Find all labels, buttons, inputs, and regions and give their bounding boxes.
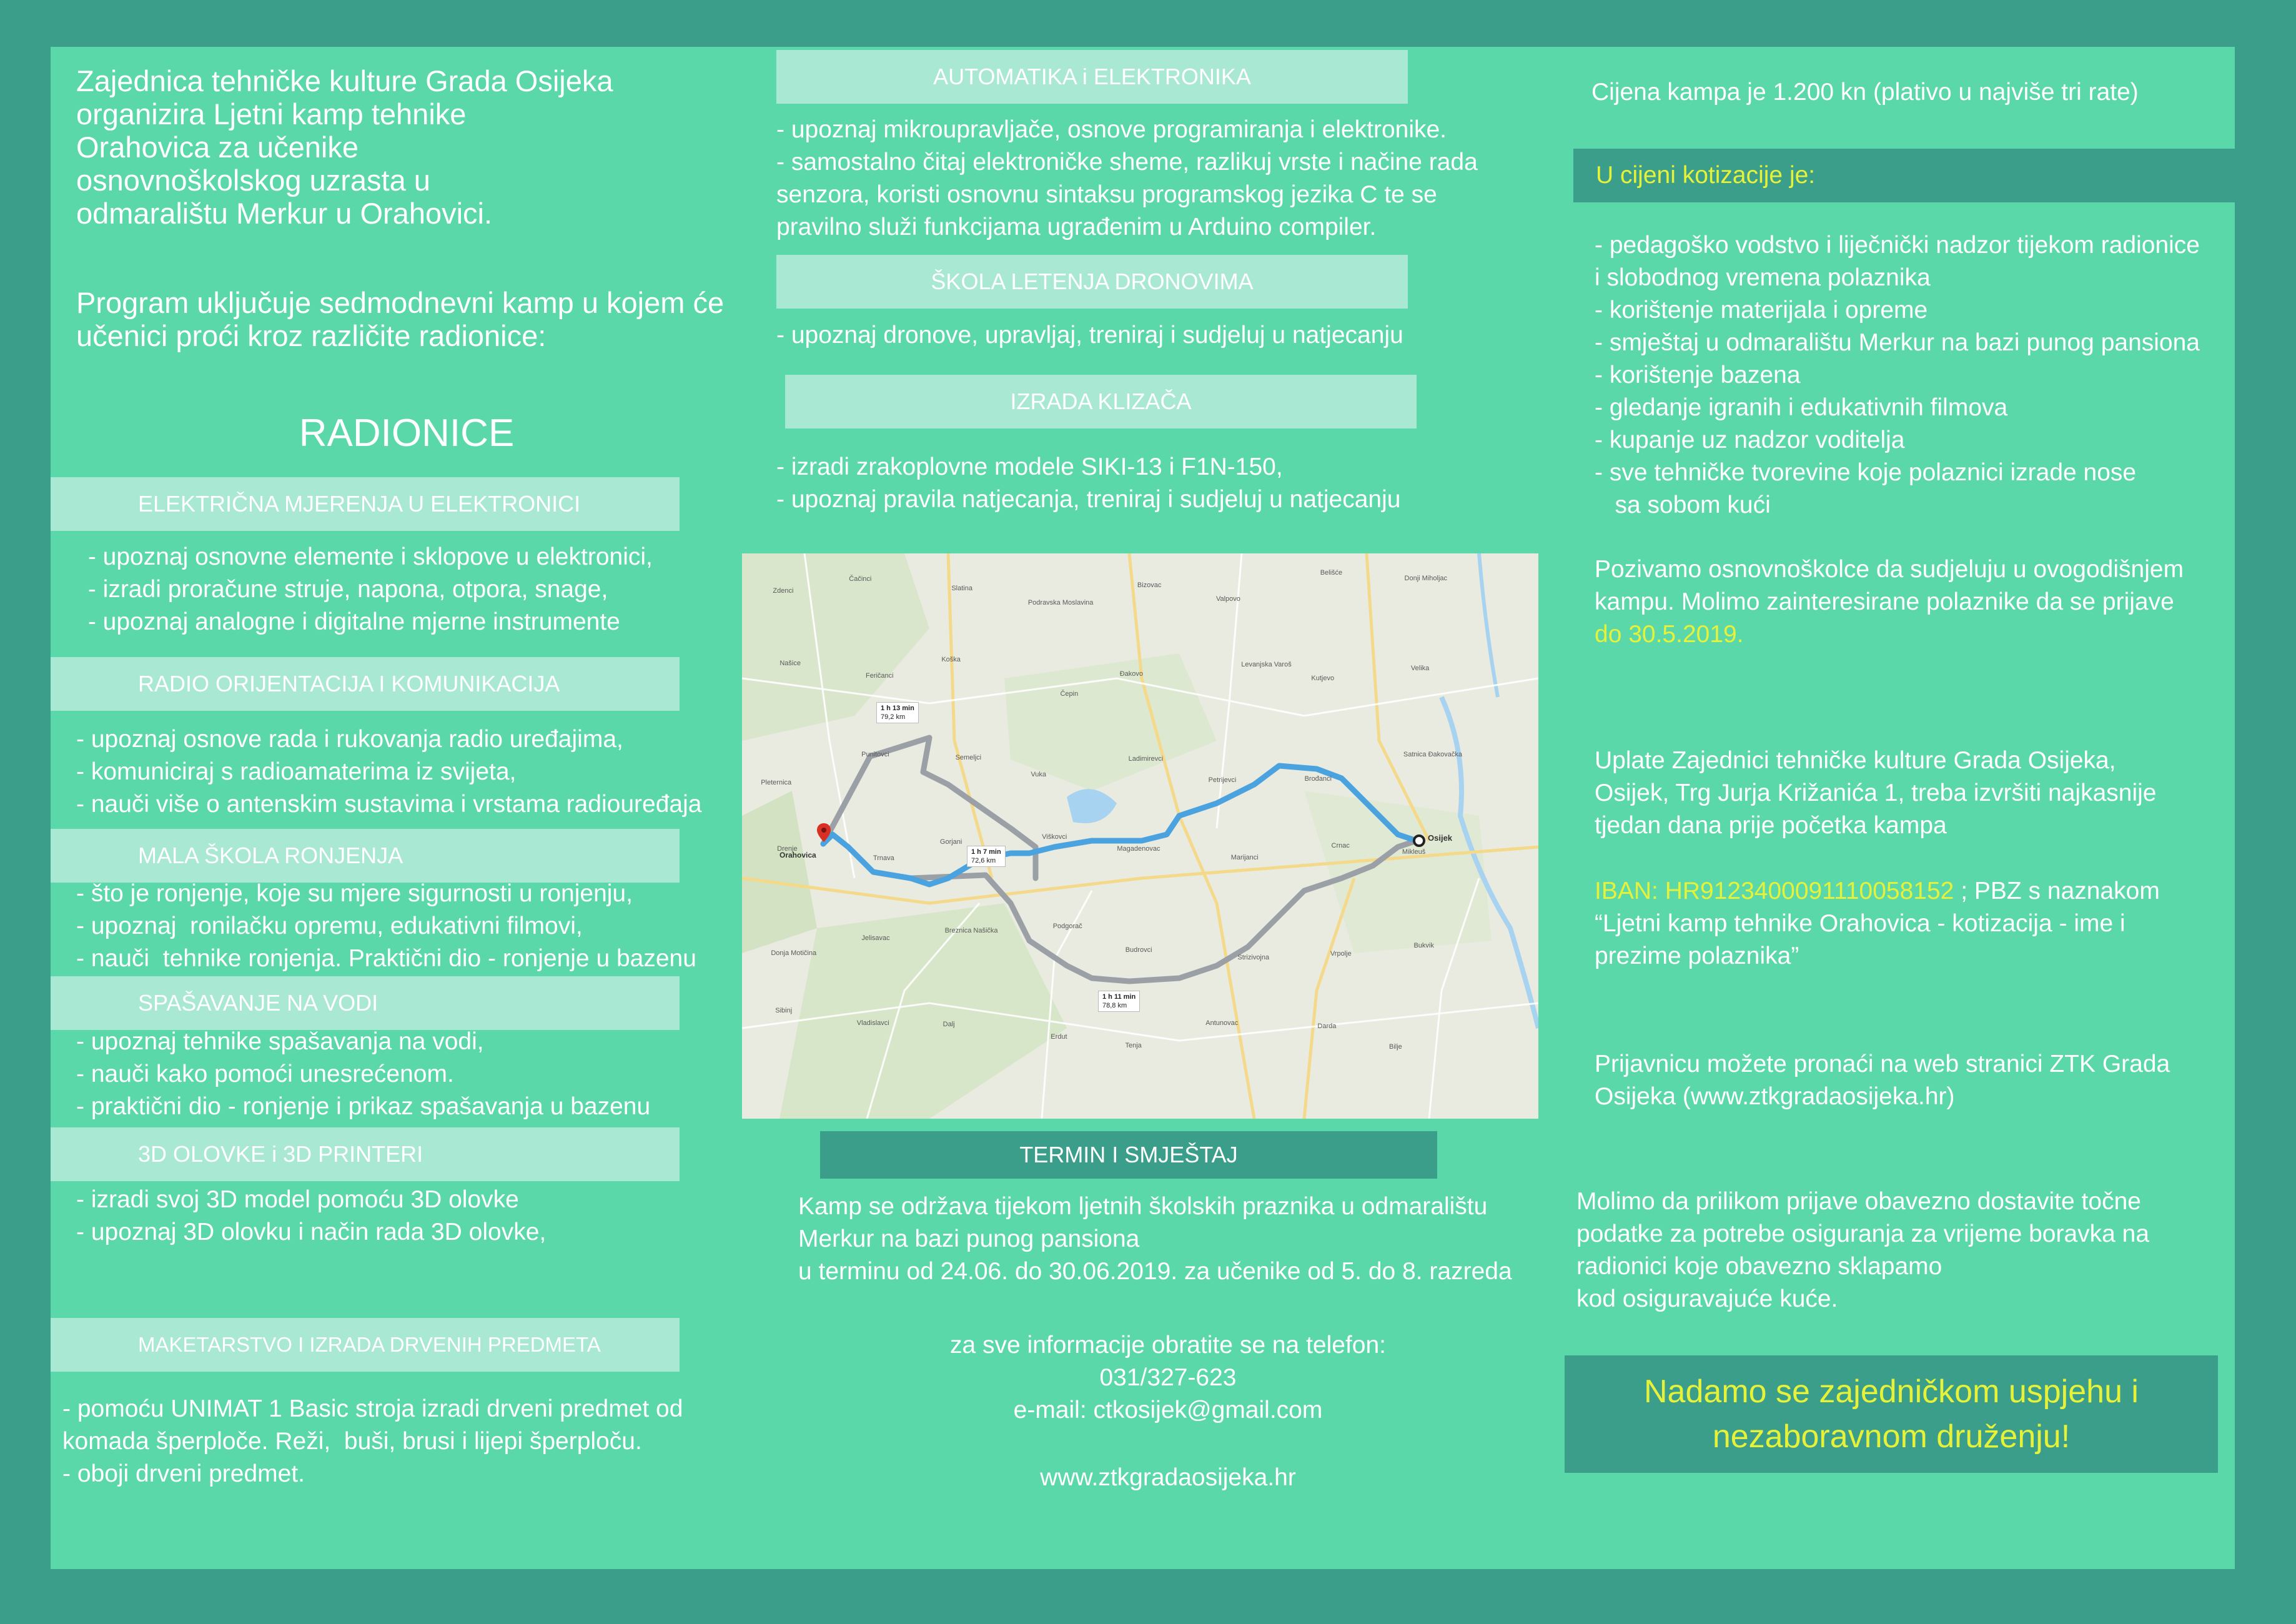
workshop-header-3: MALA ŠKOLA RONJENJA	[51, 829, 680, 883]
contact-block	[763, 1329, 1573, 1427]
list-item: - smještaj u odmaralištu Merkur na bazi punog pansiona	[1595, 329, 2200, 356]
route-distance: 72,6 km	[971, 857, 996, 864]
map-place-label: Bilje	[1388, 1042, 1402, 1051]
application-text	[1595, 1048, 2170, 1113]
list-item: - upoznaj osnovne elemente i sklopove u elektronici,	[81, 543, 653, 570]
list-item: - upoznaj tehnike spašavanja na vodi,	[76, 1028, 484, 1055]
map-place-label: Gorjani	[939, 838, 962, 846]
map-place-label: Dalj	[943, 1020, 955, 1028]
insurance-text	[1576, 1186, 2149, 1315]
route-time: 1 h 7 min	[971, 848, 1001, 856]
closing-line: Nadamo se zajedničkom uspjehu i	[1644, 1374, 2139, 1410]
route-time: 1 h 13 min	[881, 705, 914, 712]
website-link[interactable]: www.ztkgradaosijeka.hr	[1040, 1464, 1296, 1491]
map-place-label: Marijanci	[1230, 854, 1259, 862]
map-place-label: Donji Miholjac	[1404, 575, 1448, 583]
workshop-header-4: SPAŠAVANJE NA VODI	[51, 976, 680, 1030]
radionice-title: RADIONICE	[299, 412, 515, 455]
middle-header-2: ŠKOLA LETENJA DRONOVIMA	[776, 255, 1408, 309]
list-item: - izradi proračune struje, napona, otpora, snage,	[81, 576, 608, 603]
end-label: Osijek	[1428, 833, 1453, 843]
list-item: - nauči tehnike ronjenja. Praktični dio - ronjenje u bazenu	[76, 945, 696, 972]
middle-list-1	[776, 114, 1478, 244]
workshop-list-4	[76, 1026, 650, 1123]
intro-text	[76, 64, 751, 230]
closing-line: nezaboravnom druženju!	[1712, 1419, 2071, 1455]
middle-header-3: IZRADA KLIZAČA	[785, 375, 1417, 428]
termin-text	[798, 1191, 1512, 1288]
invite-line: Pozivamo osnovnoškolce da sudjeluju u ovogodišnjem	[1595, 556, 2184, 583]
map-place-label: Sibinj	[775, 1006, 793, 1014]
route-time: 1 h 11 min	[1102, 993, 1136, 1001]
payment-line: tjedan dana prije početka kampa	[1595, 812, 1947, 839]
workshop-header-5: 3D OLOVKE i 3D PRINTERI	[51, 1127, 680, 1181]
list-item: - komuniciraj s radioamaterima iz svijeta,	[76, 758, 517, 785]
price-text: Cijena kampa je 1.200 kn (plativo u najviše tri rate)	[1591, 79, 2139, 106]
cijena-list	[1595, 229, 2200, 522]
list-item: - upoznaj analogne i digitalne mjerne instrumente	[81, 608, 620, 635]
list-item: - upoznaj ronilačku opremu, edukativni filmovi,	[76, 913, 583, 939]
termin-line: Kamp se održava tijekom ljetnih školskih praznika u odmaralištu	[798, 1193, 1488, 1220]
map-place-label: Mikleuš	[1402, 848, 1426, 856]
workshop-list-2	[76, 723, 701, 821]
middle-header-1: AUTOMATIKA i ELEKTRONIKA	[776, 50, 1408, 104]
iban-suffix: ; PBZ s naznakom	[1954, 878, 2160, 904]
workshop-header-2: RADIO ORIJENTACIJA I KOMUNIKACIJA	[51, 657, 680, 711]
list-item: - pedagoško vodstvo i liječnički nadzor tijekom radionice	[1595, 232, 2200, 259]
middle-list-2	[776, 319, 1403, 352]
map-place-label: Strizivojna	[1237, 954, 1270, 962]
application-line: Osijeka (www.ztkgradaosijeka.hr)	[1595, 1083, 1955, 1110]
list-item: - upoznaj pravila natjecanja, treniraj i sudjeluj u natjecanju	[776, 486, 1401, 513]
map-place-label: Breznica Našička	[944, 926, 998, 934]
intro-line: Zajednica tehničke kulture Grada Osijeka	[76, 64, 613, 97]
list-item: - upoznaj dronove, upravljaj, treniraj i sudjeluj u natjecanju	[776, 322, 1403, 349]
map-place-label: Vrpolje	[1330, 949, 1352, 958]
payment-ref-line: “Ljetni kamp tehnike Orahovica - kotizacija - ime i	[1595, 910, 2125, 937]
map-place-label: Bizovac	[1137, 581, 1162, 589]
payment-text	[1595, 745, 2157, 842]
list-item: senzora, koristi osnovnu sintaksu programskog jezika C te se	[776, 181, 1437, 208]
list-item: - samostalno čitaj elektroničke sheme, razlikuj vrste i načine rada	[776, 149, 1478, 176]
workshop-header-6: MAKETARSTVO I IZRADA DRVENIH PREDMETA	[51, 1318, 680, 1372]
map-place-label: Drenje	[777, 844, 798, 853]
route-distance: 78,8 km	[1102, 1002, 1127, 1009]
email-address[interactable]: e-mail: ctkosijek@gmail.com	[1013, 1397, 1323, 1423]
invite-text	[1595, 553, 2184, 651]
list-item: - upoznaj 3D olovku i način rada 3D olovke,	[76, 1219, 547, 1245]
route-map[interactable]	[742, 553, 1538, 1119]
map-place-label: Budrovci	[1125, 946, 1152, 954]
payment-ref-line: prezime polaznika”	[1595, 943, 1799, 969]
map-place-label: Podgorač	[1052, 923, 1082, 931]
intro-line: odmaralištu Merkur u Orahovici.	[76, 197, 493, 230]
list-item: - gledanje igranih i edukativnih filmova	[1595, 394, 2008, 421]
list-item: - sve tehničke tvorevine koje polaznici izrade nose	[1595, 459, 2137, 486]
closing-banner	[1565, 1355, 2218, 1473]
termin-line: u terminu od 24.06. do 30.06.2019. za učenike od 5. do 8. razreda	[798, 1258, 1512, 1285]
route-distance: 79,2 km	[881, 713, 906, 721]
list-item: - što je ronjenje, koje su mjere sigurnosti u ronjenju,	[76, 880, 633, 907]
list-item: - praktični dio - ronjenje i prikaz spašavanja u bazenu	[76, 1093, 651, 1120]
map-place-label: Erdut	[1051, 1033, 1067, 1041]
payment-line: Osijek, Trg Jurja Križanića 1, treba izvršiti najkasnije	[1595, 780, 2157, 806]
list-item: - pomoću UNIMAT 1 Basic stroja izradi drveni predmet od	[62, 1395, 683, 1422]
map-place-label: Darda	[1317, 1022, 1337, 1030]
list-item: - oboji drveni predmet.	[62, 1460, 305, 1487]
map-place-label: Brođanci	[1304, 775, 1332, 783]
map-place-label: Ladimirevci	[1128, 755, 1164, 763]
map-place-label: Pleternica	[761, 778, 792, 786]
start-pin-icon[interactable]	[817, 823, 831, 842]
list-item: komada šperploče. Reži, buši, brusi i lijepi šperploču.	[62, 1428, 642, 1455]
cijena-header: U cijeni kotizacije je:	[1573, 149, 2235, 202]
map-place-label: Jelisavac	[861, 934, 890, 942]
map-place-label: Levanjska Varoš	[1241, 661, 1292, 669]
map-place-label: Viškovci	[1042, 833, 1067, 841]
end-point-icon[interactable]	[1413, 834, 1425, 847]
program-text	[76, 286, 763, 352]
map-place-label: Koška	[941, 655, 961, 663]
list-item: i slobodnog vremena polaznika	[1595, 264, 1931, 291]
insurance-line: podatke za potrebe osiguranja za vrijeme boravka na	[1576, 1220, 2150, 1247]
program-line: učenici proći kroz različite radionice:	[76, 319, 547, 352]
map-place-label: Semeljci	[955, 754, 982, 762]
intro-line: organizira Ljetni kamp tehnike	[76, 97, 467, 131]
list-item: - nauči više o antenskim sustavima i vrstama radiouređaja	[76, 791, 702, 818]
route-label-1[interactable]	[876, 702, 919, 723]
workshop-header-1: ELEKTRIČNA MJERENJA U ELEKTRONICI	[51, 477, 680, 531]
map-place-label: Crnac	[1331, 841, 1350, 849]
map-place-label: Vladislavci	[856, 1019, 889, 1027]
map-place-label: Satnica Đakovačka	[1403, 750, 1463, 758]
map-place-label: Podravska Moslavina	[1027, 598, 1094, 607]
map-place-label: Đakovo	[1119, 670, 1144, 678]
list-item: - korištenje bazena	[1595, 362, 1801, 389]
workshop-list-1	[81, 541, 653, 638]
program-line: Program uključuje sedmodnevni kamp u kojem će	[76, 286, 725, 319]
list-item: - izradi svoj 3D model pomoću 3D olovke	[76, 1186, 519, 1213]
payment-line: Uplate Zajednici tehničke kulture Grada Osijeka,	[1595, 747, 2116, 774]
application-line: Prijavnicu možete pronaći na web stranici ZTK Grada	[1595, 1051, 2170, 1077]
contact-line: za sve informacije obratite se na telefon:	[949, 1332, 1387, 1359]
list-item: pravilno služi funkcijama ugrađenim u Arduino compiler.	[776, 214, 1377, 240]
iban-block	[1595, 875, 2160, 973]
middle-list-3	[776, 451, 1400, 516]
list-item: - nauči kako pomoći unesrećenom.	[76, 1061, 454, 1087]
workshop-list-6	[62, 1393, 683, 1490]
list-item: sa sobom kući	[1595, 492, 1771, 518]
map-place-label: Zdenci	[773, 587, 794, 595]
map-place-label: Kutjevo	[1311, 674, 1335, 682]
termin-header: TERMIN I SMJEŠTAJ	[820, 1131, 1437, 1179]
map-place-label: Tenja	[1125, 1041, 1142, 1049]
list-item: - upoznaj mikroupravljače, osnove programiranja i elektronike.	[776, 116, 1447, 143]
list-item: - izradi zrakoplovne modele SIKI-13 i F1N-150,	[776, 453, 1283, 480]
start-label: Orahovica	[779, 851, 816, 859]
list-item: - korištenje materijala i opreme	[1595, 297, 1928, 324]
map-place-label: Punitovci	[861, 750, 889, 758]
insurance-line: radionici koje obavezno sklapamo	[1576, 1253, 1942, 1280]
map-place-label: Magadenovac	[1117, 845, 1160, 853]
map-place-label: Bukvik	[1413, 941, 1434, 949]
workshop-list-5	[76, 1184, 546, 1249]
route-label-3[interactable]	[1098, 991, 1140, 1012]
map-place-label: Vuka	[1031, 771, 1046, 779]
iban: IBAN: HR9123400091110058152	[1595, 878, 1954, 904]
map-place-label: Velika	[1410, 664, 1430, 672]
map-place-label: Slatina	[951, 585, 972, 593]
workshop-list-3	[76, 878, 696, 975]
map-place-label: Donja Motičina	[771, 949, 817, 957]
map-place-label: Čačinci	[849, 575, 872, 583]
list-item: - upoznaj osnove rada i rukovanja radio uređajima,	[76, 726, 623, 753]
deadline: do 30.5.2019.	[1595, 621, 1744, 648]
list-item: - kupanje uz nadzor voditelja	[1595, 427, 1905, 453]
phone-number[interactable]: 031/327-623	[1099, 1364, 1237, 1391]
map-place-label: Valpovo	[1215, 595, 1240, 603]
map-place-label: Belišće	[1320, 568, 1343, 577]
invite-line: kampu. Molimo zainteresirane polaznike da se prijave	[1595, 588, 2174, 615]
map-place-label: Petrijevci	[1208, 776, 1237, 785]
route-label-2[interactable]	[967, 846, 1006, 867]
map-place-label: Feričanci	[865, 672, 894, 680]
map-place-label: Čepin	[1060, 690, 1079, 698]
insurance-line: Molimo da prilikom prijave obavezno dostavite točne	[1576, 1188, 2141, 1215]
intro-line: osnovnoškolskog uzrasta u	[76, 164, 430, 197]
intro-line: Orahovica za učenike	[76, 131, 359, 164]
termin-line: Merkur na bazi punog pansiona	[798, 1225, 1140, 1252]
insurance-line: kod osiguravajuće kuće.	[1576, 1285, 1838, 1312]
map-place-label: Antunovac	[1205, 1019, 1239, 1027]
map-place-label: Našice	[779, 660, 801, 668]
map-place-label: Trnava	[873, 854, 894, 862]
